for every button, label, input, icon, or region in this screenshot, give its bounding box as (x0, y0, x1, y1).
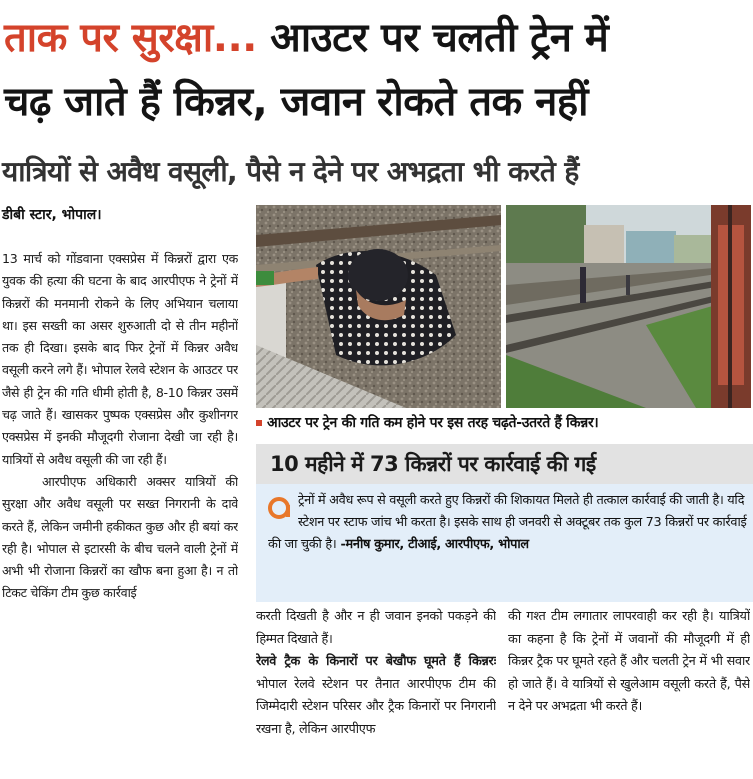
article-paragraph: करती दिखती है और न ही जवान इनको पकड़ने की हिम्मत दिखाते हैं। (256, 609, 496, 647)
subheadline: यात्रियों से अवैध वसूली, पैसे न देने पर अभद्रता भी करते हैं (2, 155, 579, 188)
headline-line-2: चढ़ जाते हैं किन्नर, जवान रोकते तक नहीं (4, 79, 588, 125)
quote-mark-icon (268, 497, 290, 519)
article-paragraph (256, 651, 496, 741)
box-title: 10 महीने में 73 किन्नरों पर कार्रवाई की गई (256, 444, 753, 484)
article-subhead-text: भोपाल रेलवे स्टेशन पर तैनात आरपीएफ टीम की जिम्मेदारी स्टेशन परिसर और ट्रैक किनारों पर निगरानी रखना है, लेकिन आरपीएफ (256, 676, 496, 737)
box-attribution: -मनीष कुमार, टीआई, आरपीएफ, भोपाल (336, 537, 529, 552)
photo-caption-text: आउटर पर ट्रेन की गति कम होने पर इस तरह चढ़ते-उतरते हैं किन्नर। (267, 415, 599, 431)
article-paragraph: 13 मार्च को गोंडवाना एक्सप्रेस में किन्नरों द्वारा एक युवक की हत्या की घटना के बाद आरपीएफ ने ट्रेनों में किन्नरों की मनमानी रोकने के लिए अभियान चलाया था। इस सख्ती का असर शुरुआती दो से तीन महीनों तक ही दिखा। इसके बाद फिर ट्रेनों में किन्नर अवैध वसूली करने लगे हैं। भोपाल रेलवे स्टेशन के आउटर पर जैसे ही ट्रेन की गति धीमी होती है, 8-10 किन्नर उसमें चढ़ जाते हैं। खासकर पुष्पक एक्सप्रेस और कुशीनगर एक्सप्रेस में इनकी मौजूदगी रोजाना देखी जा रही है। यात्रियों से अवैध वसूली की जा रही हैं। (2, 251, 238, 467)
box-quote-text: ट्रेनों में अवैध रूप से वसूली करते हुए किन्नरों की शिकायत मिलते ही तत्काल कार्रवाई की जाती है। यदि स्टेशन पर स्टाफ जांच भी करता है। इसके साथ ही जनवरी से अक्टूबर तक कुल 73 किन्नरों पर कार्रवाई की जा चुकी है। (268, 493, 747, 552)
headline-line-1 (4, 6, 749, 70)
article-column-middle (256, 606, 496, 778)
headline (4, 6, 749, 148)
box-quote (256, 484, 753, 602)
photo-train-door-image (256, 205, 501, 408)
caption-bullet (256, 420, 262, 426)
headline-line-1-text: आउटर पर चलती ट्रेन में (270, 15, 609, 61)
article-subhead: रेलवे ट्रैक के किनारों पर बेखौफ घूमते हैं किन्नरः (256, 654, 496, 669)
photo-railway-track (506, 205, 751, 408)
article-column-left (2, 248, 238, 778)
photo-caption (256, 411, 753, 435)
headline-kicker: ताक पर सुरक्षा... (4, 15, 271, 61)
photo-railway-track-image (506, 205, 751, 408)
article-paragraph: आरपीएफ अधिकारी अक्सर यात्रियों की सुरक्षा और अवैध वसूली पर सख्त निगरानी के दावे करते हैं, लेकिन जमीनी हकीकत कुछ और ही बयां कर रही है। भोपाल से इटारसी के बीच चलने वाली ट्रेनों में अभी भी रोजाना किन्नरों का खौफ बना हुआ है। न तो टिकट चेकिंग टीम कुछ कार्रवाई (2, 473, 238, 601)
byline: डीबी स्टार, भोपाल। (2, 207, 102, 223)
photo-train-door (256, 205, 501, 408)
article-column-right: की गश्त टीम लगातार लापरवाही कर रही है। यात्रियों का कहना है कि ट्रेनों में जवानों की मौजूदगी में ही किन्नर ट्रैक पर घूमते रहते हैं और चलती ट्रेन में भी सवार हो जाते हैं। वे यात्रियों से खुलेआम वसूली करते हैं, पैसे न देने पर अभद्रता भी करते हैं। (508, 609, 750, 714)
